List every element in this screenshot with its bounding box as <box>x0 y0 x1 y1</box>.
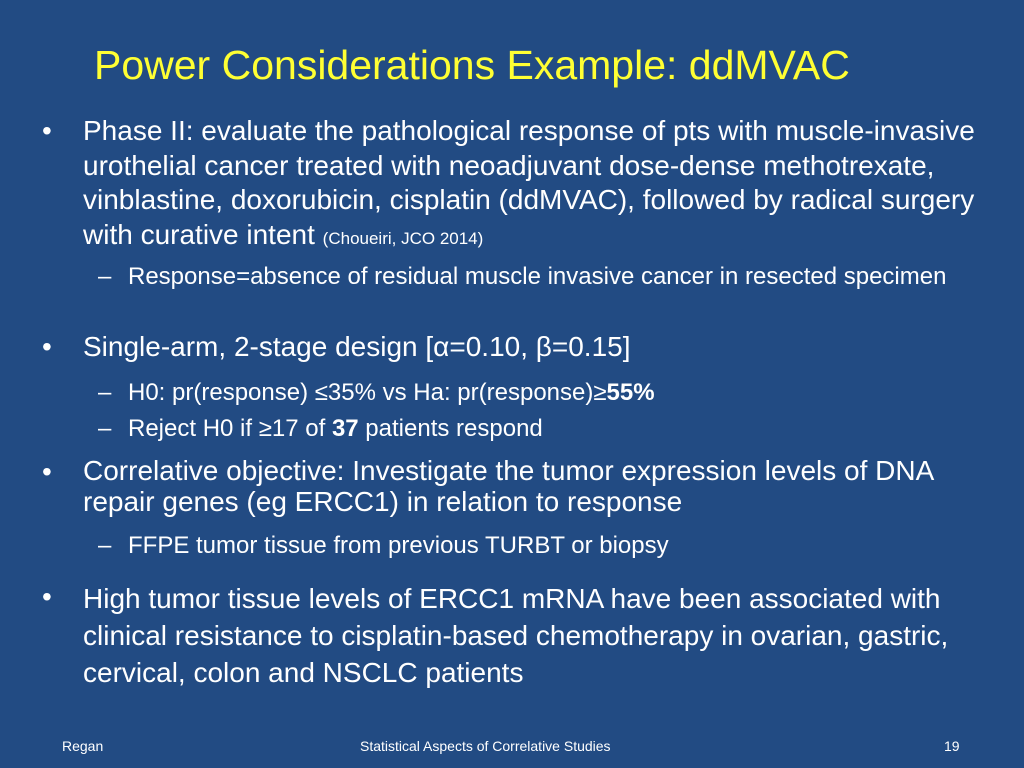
bullet-marker: • <box>42 581 52 612</box>
citation: (Choueiri, JCO 2014) <box>322 228 484 248</box>
sub-bullet-marker: – <box>98 532 112 559</box>
footer-title: Statistical Aspects of Correlative Studies <box>360 738 611 754</box>
sub-bullet-marker: – <box>98 263 112 290</box>
sample-size: 37 <box>331 415 359 442</box>
page-number: 19 <box>944 738 960 754</box>
sub-bullet-tissue: FFPE tumor tissue from previous TURBT or biopsy <box>128 532 669 559</box>
sub-bullet-marker: – <box>98 415 112 442</box>
bullet-text: Phase II: evaluate the pathological response of pts with muscle-invasive urothelial cancer treated with neoadjuvant dose-dense methotrexate, vinblastine, doxorubicin, cisplatin (ddMVAC), followed by radical surgery with curative intent <box>83 115 975 250</box>
bullet-marker: • <box>42 456 52 487</box>
footer-author: Regan <box>62 738 104 754</box>
rule-text-a: Reject H0 if ≥17 of <box>128 415 332 442</box>
sub-bullet-marker: – <box>98 379 112 406</box>
bullet-phase-ii <box>83 114 983 256</box>
sub-bullet-rejection-rule <box>128 416 958 442</box>
hypothesis-text: H0: pr(response) ≤35% vs Ha: pr(response)≥ <box>128 379 607 406</box>
bullet-ercc1-resistance: High tumor tissue levels of ERCC1 mRNA have been associated with clinical resistance to cisplatin-based chemotherapy in ovarian, gastric, cervical, colon and NSCLC patients <box>83 583 949 688</box>
rule-text-b: patients respond <box>358 415 543 442</box>
bullet-design: Single-arm, 2-stage design [α=0.10, β=0.15] <box>83 331 631 362</box>
sub-bullet-response-definition: Response=absence of residual muscle invasive cancer in resected specimen <box>128 263 947 290</box>
bullet-marker: • <box>42 331 52 362</box>
bullet-marker: • <box>42 115 52 146</box>
sub-bullet-hypotheses <box>128 380 958 406</box>
bullet-correlative-objective: Correlative objective: Investigate the tumor expression levels of DNA repair genes (eg ERCC1) in relation to response <box>83 455 933 517</box>
alt-response-rate: 55% <box>606 379 655 406</box>
slide-title: Power Considerations Example: ddMVAC <box>94 42 850 88</box>
